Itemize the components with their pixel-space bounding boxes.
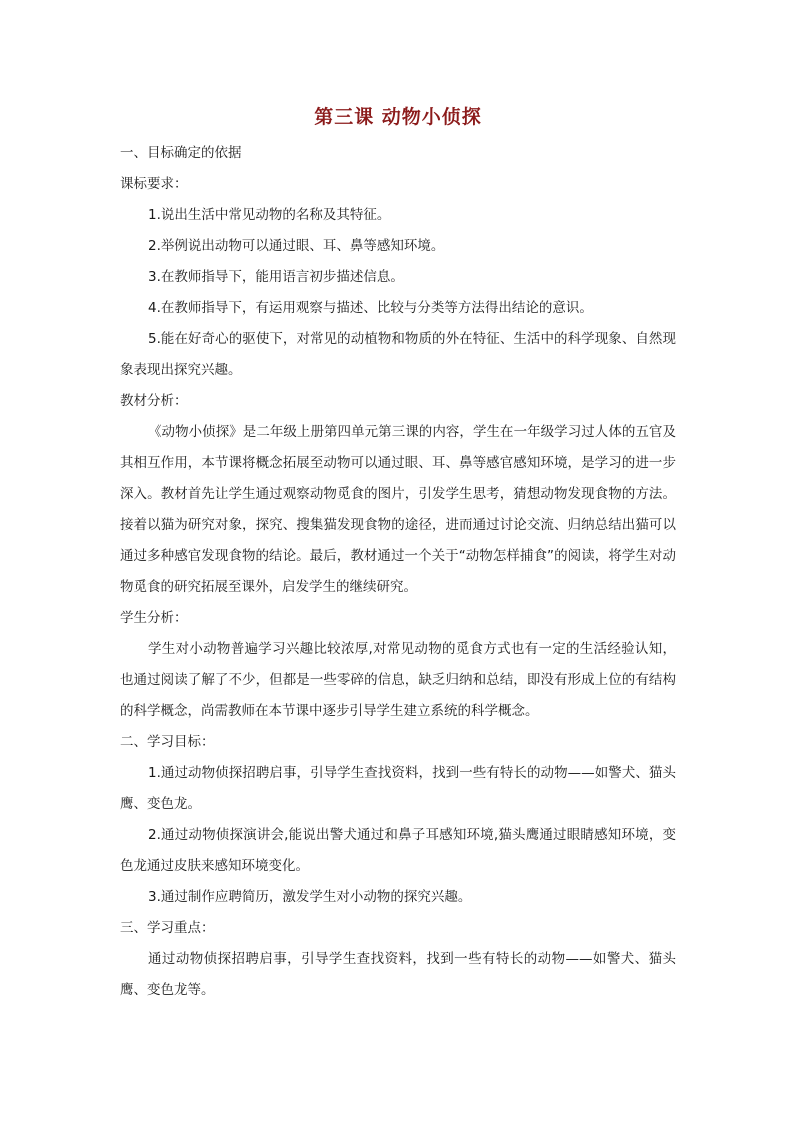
curriculum-item-1: 1.说出生活中常见动物的名称及其特征。 xyxy=(148,207,391,223)
curriculum-item-4: 4.在教师指导下，有运用观察与描述、比较与分类等方法得出结论的意识。 xyxy=(148,300,593,316)
section1-heading: 一、目标确定的依据 xyxy=(120,145,242,161)
section3-heading: 三、学习重点： xyxy=(120,920,215,936)
curriculum-label: 课标要求： xyxy=(120,176,188,192)
textbook-analysis: 《动物小侦探》是二年级上册第四单元第三课的内容，学生在一年级学习过人体的五官及其相互作用，本节课将概念拓展至动物可以通过眼、耳、鼻等感官感知环境，是学习的进一步深入。教材首先让学生通过观察动物觅食的图片，引发学生思考，猜想动物发现食物的方法。接着以猫为研究对象，探究、搜集猫发现食物的途径，进而通过讨论交流、归纳总结出猫可以通过多种感官发现食物的结论。最后，教材通过一个关于“动物怎样捕食”的阅读，将学生对动物觅食的研究拓展至课外，启发学生的继续研究。 xyxy=(120,424,676,595)
student-label: 学生分析： xyxy=(120,610,188,626)
document-page xyxy=(120,100,676,1006)
curriculum-item-5: 5.能在好奇心的驱使下，对常见的动植物和物质的外在特征、生活中的科学现象、自然现象表现出探究兴趣。 xyxy=(120,331,676,378)
textbook-label: 教材分析： xyxy=(120,393,188,409)
goal-item-1: 1.通过动物侦探招聘启事，引导学生查找资料，找到一些有特长的动物——如警犬、猫头鹰、变色龙。 xyxy=(120,765,676,812)
focus-text: 通过动物侦探招聘启事，引导学生查找资料，找到一些有特长的动物——如警犬、猫头鹰、变色龙等。 xyxy=(120,951,676,998)
goal-item-2: 2.通过动物侦探演讲会,能说出警犬通过和鼻子耳感知环境,猫头鹰通过眼睛感知环境，变色龙通过皮肤来感知环境变化。 xyxy=(120,827,676,874)
curriculum-item-3: 3.在教师指导下，能用语言初步描述信息。 xyxy=(148,269,404,285)
student-analysis: 学生对小动物普遍学习兴趣比较浓厚,对常见动物的觅食方式也有一定的生活经验认知，也通过阅读了解了不少，但都是一些零碎的信息，缺乏归纳和总结，即没有形成上位的有结构的科学概念，尚需教师在本节课中逐步引导学生建立系统的科学概念。 xyxy=(120,641,676,719)
page-title: 第三课 动物小侦探 xyxy=(314,106,482,128)
curriculum-item-2: 2.举例说出动物可以通过眼、耳、鼻等感知环境。 xyxy=(148,238,445,254)
goal-item-3: 3.通过制作应聘简历，激发学生对小动物的探究兴趣。 xyxy=(148,889,472,905)
section2-heading: 二、学习目标： xyxy=(120,734,215,750)
